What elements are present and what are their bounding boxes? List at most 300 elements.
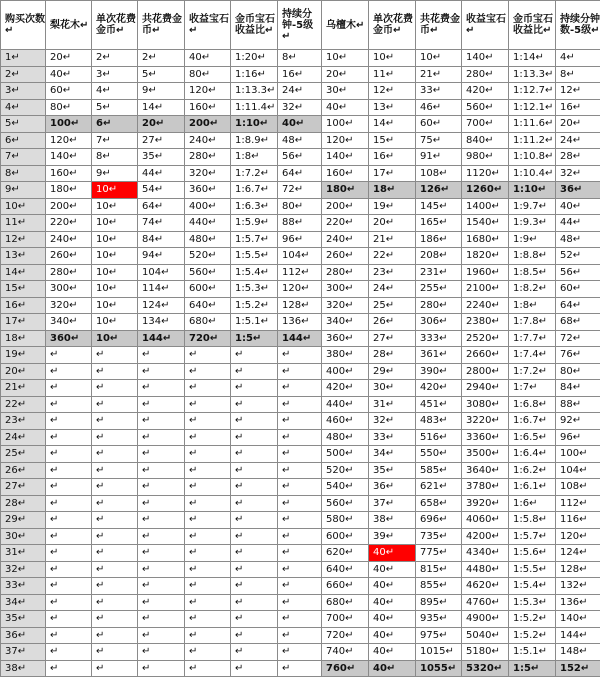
row-index-cell: 34↵ bbox=[1, 594, 46, 611]
table-cell: 80↵ bbox=[185, 66, 231, 83]
table-cell: ↵ bbox=[185, 578, 231, 595]
table-cell: 1:6.1↵ bbox=[509, 479, 556, 496]
table-cell: ↵ bbox=[231, 561, 278, 578]
table-cell: ↵ bbox=[185, 561, 231, 578]
table-cell: 20↵ bbox=[556, 116, 600, 133]
table-cell: ↵ bbox=[138, 644, 185, 661]
row-index-cell: 14↵ bbox=[1, 264, 46, 281]
table-cell: 775↵ bbox=[416, 545, 462, 562]
table-cell: 36↵ bbox=[369, 479, 416, 496]
header-cell: 共花费金币↵ bbox=[138, 1, 185, 50]
row-index-cell: 17↵ bbox=[1, 314, 46, 331]
row-index-cell: 25↵ bbox=[1, 446, 46, 463]
table-cell: 64↵ bbox=[278, 165, 322, 182]
table-row bbox=[1, 611, 600, 628]
table-cell: ↵ bbox=[231, 578, 278, 595]
table-cell: 10↵ bbox=[92, 330, 138, 347]
table-cell: ↵ bbox=[185, 660, 231, 677]
table-cell: 3220↵ bbox=[462, 413, 509, 430]
table-cell: 180↵ bbox=[46, 182, 92, 199]
table-row bbox=[1, 182, 600, 199]
table-cell: 255↵ bbox=[416, 281, 462, 298]
table-cell: 108↵ bbox=[416, 165, 462, 182]
table-cell: 1:5.2↵ bbox=[509, 627, 556, 644]
row-index-cell: 27↵ bbox=[1, 479, 46, 496]
table-cell: ↵ bbox=[46, 561, 92, 578]
row-index-cell: 8↵ bbox=[1, 165, 46, 182]
table-cell: 11↵ bbox=[369, 66, 416, 83]
table-cell: 320↵ bbox=[322, 297, 369, 314]
table-row bbox=[1, 396, 600, 413]
table-cell: ↵ bbox=[231, 380, 278, 397]
table-cell: 152↵ bbox=[556, 660, 600, 677]
table-cell: ↵ bbox=[138, 578, 185, 595]
table-cell: 4↵ bbox=[556, 50, 600, 67]
table-cell: ↵ bbox=[278, 528, 322, 545]
table-cell: 40↵ bbox=[322, 99, 369, 116]
table-row bbox=[1, 429, 600, 446]
table-cell: 4↵ bbox=[92, 83, 138, 100]
table-cell: 20↵ bbox=[138, 116, 185, 133]
table-cell: 440↵ bbox=[322, 396, 369, 413]
table-cell: 420↵ bbox=[416, 380, 462, 397]
row-index-cell: 3↵ bbox=[1, 83, 46, 100]
table-cell: 280↵ bbox=[322, 264, 369, 281]
table-cell: 40↵ bbox=[556, 198, 600, 215]
table-cell: ↵ bbox=[46, 627, 92, 644]
table-cell: 600↵ bbox=[185, 281, 231, 298]
table-cell: ↵ bbox=[138, 446, 185, 463]
row-index-cell: 15↵ bbox=[1, 281, 46, 298]
header-cell: 单次花费金币↵ bbox=[369, 1, 416, 50]
row-index-cell: 12↵ bbox=[1, 231, 46, 248]
table-cell: ↵ bbox=[138, 528, 185, 545]
table-cell: 74↵ bbox=[138, 215, 185, 232]
table-row bbox=[1, 462, 600, 479]
table-row bbox=[1, 248, 600, 265]
table-cell: 10↵ bbox=[92, 264, 138, 281]
table-cell: 1260↵ bbox=[462, 182, 509, 199]
table-cell: 815↵ bbox=[416, 561, 462, 578]
table-cell: 124↵ bbox=[138, 297, 185, 314]
table-cell: 35↵ bbox=[369, 462, 416, 479]
table-cell: 128↵ bbox=[278, 297, 322, 314]
table-cell: ↵ bbox=[185, 462, 231, 479]
table-cell: 38↵ bbox=[369, 512, 416, 529]
table-cell: ↵ bbox=[278, 446, 322, 463]
table-cell: 56↵ bbox=[556, 264, 600, 281]
row-index-cell: 4↵ bbox=[1, 99, 46, 116]
table-cell: ↵ bbox=[231, 495, 278, 512]
table-cell: 40↵ bbox=[46, 66, 92, 83]
table-cell: 40↵ bbox=[369, 611, 416, 628]
table-row bbox=[1, 231, 600, 248]
table-cell: 68↵ bbox=[556, 314, 600, 331]
table-cell: 48↵ bbox=[278, 132, 322, 149]
table-cell: 40↵ bbox=[369, 660, 416, 677]
table-cell: 480↵ bbox=[322, 429, 369, 446]
row-index-cell: 7↵ bbox=[1, 149, 46, 166]
table-cell: 1:5.1↵ bbox=[509, 644, 556, 661]
table-cell: 1:5.2↵ bbox=[509, 611, 556, 628]
table-cell: 1:6.8↵ bbox=[509, 396, 556, 413]
table-cell: 32↵ bbox=[556, 165, 600, 182]
table-cell: 18↵ bbox=[369, 182, 416, 199]
table-row bbox=[1, 281, 600, 298]
table-cell: 3920↵ bbox=[462, 495, 509, 512]
table-cell: 2380↵ bbox=[462, 314, 509, 331]
table-cell: 72↵ bbox=[556, 330, 600, 347]
table-row bbox=[1, 297, 600, 314]
table-cell: ↵ bbox=[92, 495, 138, 512]
table-cell: 980↵ bbox=[462, 149, 509, 166]
table-cell: 840↵ bbox=[462, 132, 509, 149]
row-index-cell: 18↵ bbox=[1, 330, 46, 347]
table-cell: 14↵ bbox=[369, 116, 416, 133]
table-cell: 4480↵ bbox=[462, 561, 509, 578]
table-cell: 1:7↵ bbox=[509, 380, 556, 397]
table-cell: 40↵ bbox=[278, 116, 322, 133]
table-cell: ↵ bbox=[231, 413, 278, 430]
table-cell: 104↵ bbox=[138, 264, 185, 281]
table-cell: 76↵ bbox=[556, 347, 600, 364]
table-cell: 12↵ bbox=[556, 83, 600, 100]
table-row bbox=[1, 132, 600, 149]
table-cell: ↵ bbox=[92, 429, 138, 446]
table-cell: 148↵ bbox=[556, 644, 600, 661]
table-cell: 1:8.8↵ bbox=[509, 248, 556, 265]
table-cell: ↵ bbox=[231, 611, 278, 628]
table-cell: ↵ bbox=[138, 594, 185, 611]
table-cell: ↵ bbox=[138, 545, 185, 562]
table-cell: 72↵ bbox=[278, 182, 322, 199]
table-cell: 1015↵ bbox=[416, 644, 462, 661]
table-cell: 120↵ bbox=[278, 281, 322, 298]
table-cell: 2↵ bbox=[92, 50, 138, 67]
table-cell: ↵ bbox=[231, 545, 278, 562]
table-cell: ↵ bbox=[278, 479, 322, 496]
table-cell: 1:5.5↵ bbox=[231, 248, 278, 265]
table-cell: ↵ bbox=[46, 644, 92, 661]
table-cell: 3780↵ bbox=[462, 479, 509, 496]
table-cell: ↵ bbox=[92, 396, 138, 413]
table-cell: 30↵ bbox=[369, 380, 416, 397]
table-cell: 33↵ bbox=[416, 83, 462, 100]
table-cell: ↵ bbox=[278, 413, 322, 430]
table-cell: 40↵ bbox=[369, 644, 416, 661]
table-cell: 88↵ bbox=[278, 215, 322, 232]
table-cell: ↵ bbox=[231, 396, 278, 413]
table-cell: 10↵ bbox=[92, 231, 138, 248]
table-cell: 180↵ bbox=[322, 182, 369, 199]
table-cell: 4760↵ bbox=[462, 594, 509, 611]
table-cell: 92↵ bbox=[556, 413, 600, 430]
table-cell: ↵ bbox=[92, 413, 138, 430]
row-index-cell: 38↵ bbox=[1, 660, 46, 677]
table-row bbox=[1, 363, 600, 380]
table-cell: 300↵ bbox=[322, 281, 369, 298]
table-cell: ↵ bbox=[185, 396, 231, 413]
table-cell: 25↵ bbox=[369, 297, 416, 314]
table-cell: ↵ bbox=[278, 380, 322, 397]
table-cell: ↵ bbox=[46, 578, 92, 595]
table-cell: 660↵ bbox=[322, 578, 369, 595]
table-cell: ↵ bbox=[185, 528, 231, 545]
table-cell: 760↵ bbox=[322, 660, 369, 677]
table-cell: 620↵ bbox=[322, 545, 369, 562]
table-cell: 1:6.7↵ bbox=[509, 413, 556, 430]
table-cell: ↵ bbox=[231, 644, 278, 661]
table-cell: 306↵ bbox=[416, 314, 462, 331]
table-cell: 440↵ bbox=[185, 215, 231, 232]
table-cell: ↵ bbox=[185, 479, 231, 496]
table-cell: 108↵ bbox=[556, 479, 600, 496]
table-cell: 21↵ bbox=[416, 66, 462, 83]
table-cell: ↵ bbox=[278, 429, 322, 446]
table-cell: 44↵ bbox=[138, 165, 185, 182]
table-cell: 1:12.1↵ bbox=[509, 99, 556, 116]
table-cell: 27↵ bbox=[369, 330, 416, 347]
table-cell: ↵ bbox=[46, 462, 92, 479]
table-cell: 680↵ bbox=[185, 314, 231, 331]
table-cell: 60↵ bbox=[46, 83, 92, 100]
table-cell: 696↵ bbox=[416, 512, 462, 529]
table-cell: 540↵ bbox=[322, 479, 369, 496]
table-cell: 29↵ bbox=[369, 363, 416, 380]
table-cell: ↵ bbox=[92, 462, 138, 479]
table-cell: ↵ bbox=[185, 347, 231, 364]
table-cell: 600↵ bbox=[322, 528, 369, 545]
table-cell: 585↵ bbox=[416, 462, 462, 479]
table-cell: 280↵ bbox=[185, 149, 231, 166]
table-cell: ↵ bbox=[138, 396, 185, 413]
table-cell: 4620↵ bbox=[462, 578, 509, 595]
table-row bbox=[1, 264, 600, 281]
table-cell: 1:8.5↵ bbox=[509, 264, 556, 281]
table-cell: ↵ bbox=[185, 446, 231, 463]
table-cell: ↵ bbox=[138, 479, 185, 496]
table-cell: 24↵ bbox=[556, 132, 600, 149]
table-cell: 140↵ bbox=[46, 149, 92, 166]
header-cell: 单次花费金币↵ bbox=[92, 1, 138, 50]
table-cell: 260↵ bbox=[322, 248, 369, 265]
table-cell: 136↵ bbox=[556, 594, 600, 611]
table-cell: 740↵ bbox=[322, 644, 369, 661]
table-cell: 200↵ bbox=[322, 198, 369, 215]
table-cell: 1:7.2↵ bbox=[509, 363, 556, 380]
table-cell: 80↵ bbox=[278, 198, 322, 215]
table-cell: 400↵ bbox=[322, 363, 369, 380]
header-row bbox=[1, 1, 600, 50]
table-cell: 35↵ bbox=[138, 149, 185, 166]
table-cell: 208↵ bbox=[416, 248, 462, 265]
table-cell: 21↵ bbox=[369, 231, 416, 248]
table-cell: 27↵ bbox=[138, 132, 185, 149]
table-cell: 1:5.5↵ bbox=[509, 561, 556, 578]
row-index-cell: 22↵ bbox=[1, 396, 46, 413]
table-cell: 320↵ bbox=[46, 297, 92, 314]
table-cell: ↵ bbox=[138, 495, 185, 512]
row-index-cell: 1↵ bbox=[1, 50, 46, 67]
table-cell: 145↵ bbox=[416, 198, 462, 215]
table-cell: 132↵ bbox=[556, 578, 600, 595]
table-cell: 550↵ bbox=[416, 446, 462, 463]
table-cell: 144↵ bbox=[556, 627, 600, 644]
table-cell: 40↵ bbox=[185, 50, 231, 67]
table-cell: ↵ bbox=[46, 413, 92, 430]
table-cell: 1:8.9↵ bbox=[231, 132, 278, 149]
table-cell: 5320↵ bbox=[462, 660, 509, 677]
table-cell: 84↵ bbox=[138, 231, 185, 248]
table-cell: 31↵ bbox=[369, 396, 416, 413]
table-cell: 640↵ bbox=[322, 561, 369, 578]
table-cell: 3080↵ bbox=[462, 396, 509, 413]
table-cell: ↵ bbox=[231, 594, 278, 611]
table-cell: 134↵ bbox=[138, 314, 185, 331]
table-cell: 1:9.7↵ bbox=[509, 198, 556, 215]
table-cell: 6↵ bbox=[92, 116, 138, 133]
table-cell: ↵ bbox=[46, 479, 92, 496]
table-cell: 580↵ bbox=[322, 512, 369, 529]
table-row bbox=[1, 50, 600, 67]
table-row bbox=[1, 561, 600, 578]
table-cell: ↵ bbox=[92, 611, 138, 628]
table-cell: 1:5.2↵ bbox=[231, 297, 278, 314]
row-index-cell: 31↵ bbox=[1, 545, 46, 562]
table-cell: ↵ bbox=[138, 462, 185, 479]
table-cell: ↵ bbox=[231, 363, 278, 380]
table-cell: 1:5.7↵ bbox=[509, 528, 556, 545]
table-cell: 4900↵ bbox=[462, 611, 509, 628]
table-cell: ↵ bbox=[278, 512, 322, 529]
table-cell: ↵ bbox=[92, 446, 138, 463]
table-cell: 5180↵ bbox=[462, 644, 509, 661]
table-cell: 483↵ bbox=[416, 413, 462, 430]
table-cell: 360↵ bbox=[46, 330, 92, 347]
table-cell: 13↵ bbox=[369, 99, 416, 116]
table-cell: 23↵ bbox=[369, 264, 416, 281]
table-cell: 64↵ bbox=[556, 297, 600, 314]
table-cell: ↵ bbox=[138, 561, 185, 578]
table-cell: ↵ bbox=[92, 512, 138, 529]
table-cell: 26↵ bbox=[369, 314, 416, 331]
table-cell: 54↵ bbox=[138, 182, 185, 199]
table-cell: 10↵ bbox=[92, 297, 138, 314]
table-cell: ↵ bbox=[138, 627, 185, 644]
table-cell: ↵ bbox=[278, 363, 322, 380]
table-cell: ↵ bbox=[46, 594, 92, 611]
table-cell: 84↵ bbox=[556, 380, 600, 397]
table-cell: ↵ bbox=[231, 347, 278, 364]
table-cell: 360↵ bbox=[322, 330, 369, 347]
table-cell: 96↵ bbox=[556, 429, 600, 446]
table-cell: 10↵ bbox=[322, 50, 369, 67]
table-cell: 735↵ bbox=[416, 528, 462, 545]
table-cell: 1:6.4↵ bbox=[509, 446, 556, 463]
table-cell: ↵ bbox=[185, 627, 231, 644]
table-cell: 36↵ bbox=[556, 182, 600, 199]
header-cell: 共花费金币↵ bbox=[416, 1, 462, 50]
table-cell: ↵ bbox=[185, 594, 231, 611]
table-cell: 15↵ bbox=[369, 132, 416, 149]
table-cell: ↵ bbox=[231, 462, 278, 479]
table-cell: 60↵ bbox=[416, 116, 462, 133]
table-row bbox=[1, 66, 600, 83]
table-cell: ↵ bbox=[185, 363, 231, 380]
table-cell: 340↵ bbox=[322, 314, 369, 331]
table-row bbox=[1, 594, 600, 611]
table-cell: 1680↵ bbox=[462, 231, 509, 248]
table-cell: ↵ bbox=[185, 512, 231, 529]
table-cell: 1:5.6↵ bbox=[509, 545, 556, 562]
table-row bbox=[1, 83, 600, 100]
table-cell: 64↵ bbox=[138, 198, 185, 215]
table-cell: 9↵ bbox=[92, 165, 138, 182]
table-cell: 2940↵ bbox=[462, 380, 509, 397]
table-cell: 700↵ bbox=[462, 116, 509, 133]
row-index-cell: 23↵ bbox=[1, 413, 46, 430]
table-row bbox=[1, 578, 600, 595]
table-cell: 22↵ bbox=[369, 248, 416, 265]
table-cell: 2240↵ bbox=[462, 297, 509, 314]
table-cell: 140↵ bbox=[462, 50, 509, 67]
table-row bbox=[1, 446, 600, 463]
table-cell: 420↵ bbox=[322, 380, 369, 397]
table-cell: 1:5.9↵ bbox=[231, 215, 278, 232]
table-cell: 140↵ bbox=[322, 149, 369, 166]
table-cell: 451↵ bbox=[416, 396, 462, 413]
table-cell: 5↵ bbox=[92, 99, 138, 116]
table-cell: 80↵ bbox=[46, 99, 92, 116]
table-cell: 7↵ bbox=[92, 132, 138, 149]
table-cell: ↵ bbox=[185, 429, 231, 446]
table-cell: ↵ bbox=[92, 660, 138, 677]
table-cell: ↵ bbox=[46, 495, 92, 512]
table-cell: 895↵ bbox=[416, 594, 462, 611]
table-cell: 220↵ bbox=[46, 215, 92, 232]
table-cell: 1:11.2↵ bbox=[509, 132, 556, 149]
table-cell: 1:5.3↵ bbox=[509, 594, 556, 611]
table-cell: 8↵ bbox=[92, 149, 138, 166]
table-cell: 658↵ bbox=[416, 495, 462, 512]
table-cell: 112↵ bbox=[278, 264, 322, 281]
table-cell: 1:7.4↵ bbox=[509, 347, 556, 364]
table-cell: 1:5.4↵ bbox=[231, 264, 278, 281]
table-cell: 1:10.8↵ bbox=[509, 149, 556, 166]
table-cell: ↵ bbox=[46, 363, 92, 380]
table-cell: 8↵ bbox=[556, 66, 600, 83]
table-cell: 621↵ bbox=[416, 479, 462, 496]
row-index-cell: 11↵ bbox=[1, 215, 46, 232]
table-cell: 1:10.4↵ bbox=[509, 165, 556, 182]
table-cell: 2100↵ bbox=[462, 281, 509, 298]
table-cell: 4340↵ bbox=[462, 545, 509, 562]
table-cell: ↵ bbox=[231, 446, 278, 463]
table-cell: ↵ bbox=[92, 561, 138, 578]
table-cell: 10↵ bbox=[92, 215, 138, 232]
table-cell: 160↵ bbox=[46, 165, 92, 182]
table-cell: ↵ bbox=[92, 363, 138, 380]
table-cell: 1:20↵ bbox=[231, 50, 278, 67]
table-cell: 1:11.6↵ bbox=[509, 116, 556, 133]
table-cell: 320↵ bbox=[185, 165, 231, 182]
row-index-cell: 26↵ bbox=[1, 462, 46, 479]
table-cell: 20↵ bbox=[46, 50, 92, 67]
row-index-cell: 19↵ bbox=[1, 347, 46, 364]
table-cell: 40↵ bbox=[369, 545, 416, 562]
table-cell: 10↵ bbox=[92, 314, 138, 331]
table-cell: 935↵ bbox=[416, 611, 462, 628]
